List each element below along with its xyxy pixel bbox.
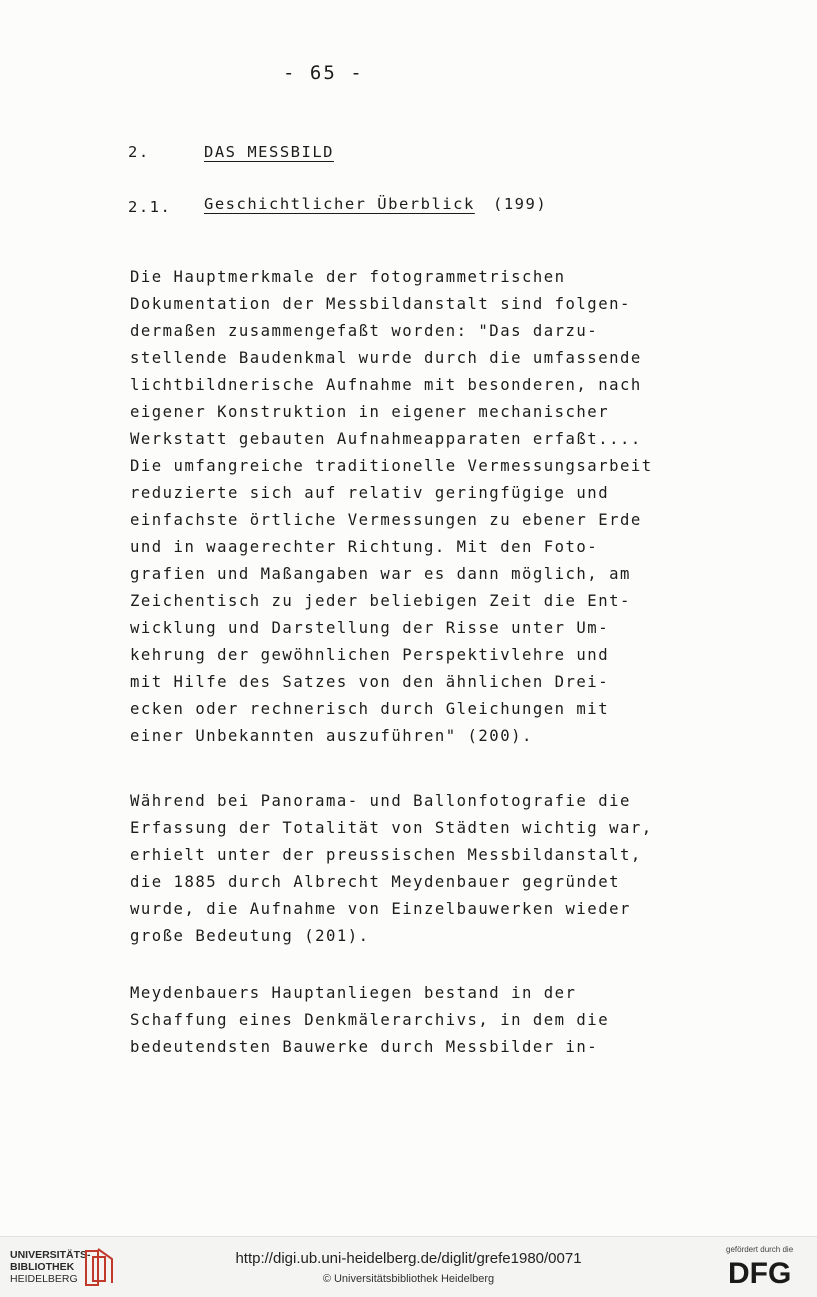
subsection-footnote-ref: (199) xyxy=(493,195,548,213)
copyright-notice: © Universitätsbibliothek Heidelberg xyxy=(322,1273,495,1285)
text-line: einer Unbekannten auszuführen" (200). xyxy=(130,727,533,745)
paragraph-1 xyxy=(130,264,653,750)
text-line: dermaßen zusammengefaßt worden: "Das darzu- xyxy=(130,322,599,340)
text-line: die 1885 durch Albrecht Meydenbauer gegründet xyxy=(130,873,620,891)
library-name-line3: HEIDELBERG xyxy=(10,1273,78,1285)
text-line: kehrung der gewöhnlichen Perspektivlehre und xyxy=(130,646,610,664)
text-line: grafien und Maßangaben war es dann möglich, am xyxy=(130,565,631,583)
library-name-line2: BIBLIOTHEK xyxy=(10,1261,75,1273)
text-line: ecken oder rechnerisch durch Gleichungen mit xyxy=(130,700,610,718)
text-line: Meydenbauers Hauptanliegen bestand in der xyxy=(130,984,577,1002)
text-line: Während bei Panorama- und Ballonfotografie die xyxy=(130,792,631,810)
page-number: - 65 - xyxy=(283,62,364,84)
paragraph-2 xyxy=(130,788,653,950)
text-line: Zeichentisch zu jeder beliebigen Zeit die Ent- xyxy=(130,592,631,610)
text-line: reduzierte sich auf relativ geringfügige und xyxy=(130,484,610,502)
subsection-number-2-1: 2.1. xyxy=(128,198,172,216)
text-line: lichtbildnerische Aufnahme mit besonderen, nach xyxy=(130,376,642,394)
text-line: wurde, die Aufnahme von Einzelbauwerken wieder xyxy=(130,900,631,918)
text-line: Die Hauptmerkmale der fotogrammetrischen xyxy=(130,268,566,286)
section-number-2: 2. xyxy=(128,143,150,161)
text-line: mit Hilfe des Satzes von den ähnlichen Drei- xyxy=(130,673,610,691)
text-line: Dokumentation der Messbildanstalt sind folgen- xyxy=(130,295,631,313)
text-line: stellende Baudenkmal wurde durch die umfassende xyxy=(130,349,642,367)
text-line: große Bedeutung (201). xyxy=(130,927,370,945)
permalink-url[interactable]: http://digi.ub.uni-heidelberg.de/diglit/grefe1980/0071 xyxy=(235,1250,582,1267)
text-line: und in waagerechter Richtung. Mit den Foto- xyxy=(130,538,599,556)
text-line: Erfassung der Totalität von Städten wichtig war, xyxy=(130,819,653,837)
text-line: bedeutendsten Bauwerke durch Messbilder in- xyxy=(130,1038,599,1056)
text-line: Werkstatt gebauten Aufnahmeapparaten erfaßt.... xyxy=(130,430,642,448)
subsection-title: Geschichtlicher Überblick xyxy=(204,195,475,213)
section-title: DAS MESSBILD xyxy=(204,143,334,161)
text-line: Schaffung eines Denkmälerarchivs, in dem die xyxy=(130,1011,610,1029)
text-line: Die umfangreiche traditionelle Vermessungsarbeit xyxy=(130,457,653,475)
funding-note: gefördert durch die xyxy=(726,1245,794,1254)
text-line: erhielt unter der preussischen Messbildanstalt, xyxy=(130,846,642,864)
paragraph-3 xyxy=(130,980,609,1061)
library-name-line1: UNIVERSITÄTS- xyxy=(10,1249,91,1261)
text-line: eigener Konstruktion in eigener mechanischer xyxy=(130,403,610,421)
dfg-logo-text: DFG xyxy=(728,1257,792,1287)
viewer-footer xyxy=(0,1236,817,1297)
text-line: wicklung und Darstellung der Risse unter Um- xyxy=(130,619,610,637)
dfg-logo-icon[interactable] xyxy=(726,1255,806,1287)
text-line: einfachste örtliche Vermessungen zu ebener Erde xyxy=(130,511,642,529)
